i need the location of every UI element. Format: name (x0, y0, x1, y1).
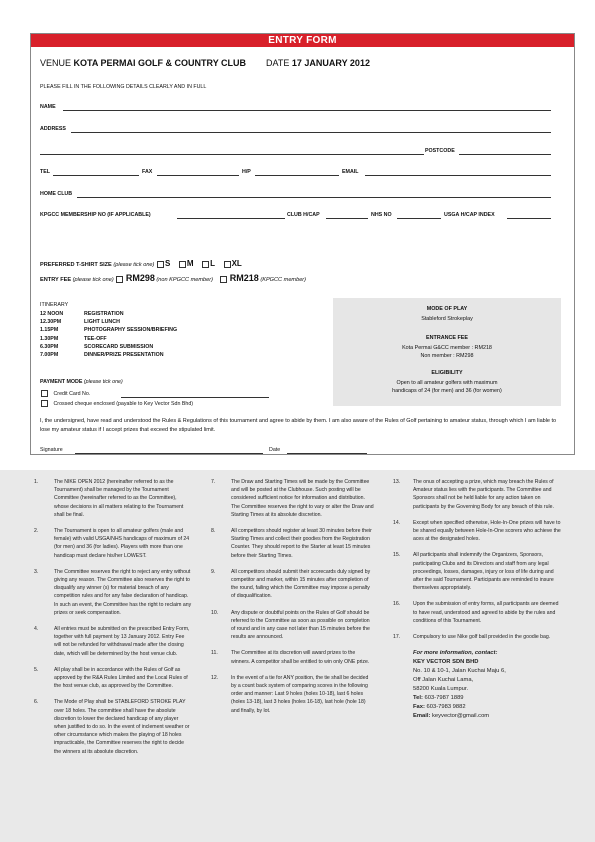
rule-item (393, 551, 561, 592)
itinerary-time: 7.00PM (40, 351, 59, 358)
contact-fax-value: 603-7983 9882 (426, 704, 466, 711)
rule-text: The NIKE OPEN 2012 (hereinafter referred to as the Tournament) shall be managed by the Tournament Committee (hereinafter referred to as the Committee), whose decisions in all matters relating to the Tournament shall be final. (54, 479, 184, 518)
tshirt-size-row (40, 259, 248, 268)
name-label: NAME (40, 104, 56, 110)
credit-card-checkbox[interactable] (41, 390, 48, 397)
itinerary-row (40, 318, 177, 326)
rule-number: 11. (211, 650, 218, 657)
payment-mode-label: PAYMENT MODE (40, 379, 83, 385)
itinerary-event: LIGHT LUNCH (84, 319, 120, 326)
rule-text: The Tournament is open to all amateur golfers (male and female) with valid USGA/NHS handicaps of maximum of 24 (for men) and 36 (for ladies). Players with more than one handicap must declare his/her LOWEST. (54, 528, 190, 559)
postcode-field[interactable] (459, 154, 551, 155)
itinerary-event: PHOTOGRAPHY SESSION/BRIEFING (84, 327, 178, 334)
entry-fee-label: ENTRY FEE (40, 277, 72, 283)
rule-number: 13. (393, 479, 401, 485)
rule-item (211, 674, 374, 715)
rules-column-1 (34, 478, 192, 764)
fee-nonmember-note: (non KPGCC member) (156, 277, 213, 283)
entry-fee-row (40, 273, 306, 283)
entry-fee-hint: (please tick one) (72, 277, 114, 283)
fee-member-amount: RM218 (229, 273, 259, 283)
rule-number: 2. (34, 528, 39, 535)
rule-text: The Committee reserves the right to reject any entry without giving any reason. The Committee also reserves the right to disqualify any winner (s) for material breach of any competition rules and for any false declaration of handicap. In such an event, the Committee has the right to reclaim any prizes or seek compensation. (54, 568, 192, 616)
payment-mode-title (40, 379, 123, 385)
itinerary-row (40, 343, 177, 351)
itinerary-event: DINNER/PRIZE PRESENTATION (84, 351, 164, 358)
tshirt-xl-checkbox[interactable] (224, 261, 231, 268)
declaration-text: I, the undersigned, have read and understood the Rules & Regulations of this tournament and agree to abide by them. I am also aware of the Rules of Golf pertaining to amateur status, through which I am liable to lose my amateur status if I accept prizes that exceed the stipulated limit. (40, 418, 557, 433)
itinerary-row (40, 326, 177, 334)
rule-item (211, 527, 374, 560)
rule-text: All entries must be submitted on the prescribed Entry Form, together with full payment by 13 January 2012. Entry Fee will not be refunded for withdrawal made after the closing date, which will be determined by the host venue club. (54, 626, 190, 657)
tshirt-s-label: S (164, 259, 171, 268)
rule-number: 6. (34, 699, 39, 706)
fax-label: FAX (142, 169, 153, 175)
rule-item (34, 698, 192, 755)
club-hcap-field[interactable] (326, 218, 368, 219)
cheque-checkbox[interactable] (41, 400, 48, 407)
rule-text: In the event of a tie for ANY position, the tie shall be decided by a count back system of comparing scores in the following order and manner: Last 9 holes (holes 10-18), last 6 holes (holes 13-18), last 3 holes (holes 16-18), last hole (hole 18) and finally, by lot. (231, 674, 369, 714)
payment-cheque-row (40, 400, 193, 407)
rules-column-2 (211, 478, 374, 723)
venue-line (40, 58, 370, 68)
eligibility-line-2: handicaps of 24 (for men) and 36 (for women) (392, 388, 502, 394)
usga-label: USGA H/CAP INDEX (444, 212, 495, 218)
membership-field[interactable] (177, 218, 285, 219)
rule-number: 4. (34, 626, 39, 633)
rule-text: All play shall be in accordance with the Rules of Golf as approved by the R&A Rules Limited and the Local Rules of the host venue club, as approved by the Committee. (54, 666, 188, 690)
rules-section (0, 470, 595, 842)
itinerary-event: REGISTRATION (84, 311, 124, 317)
rule-item (34, 478, 192, 519)
itinerary-time: 1.15PM (40, 327, 59, 334)
signature-label: Signature (40, 447, 63, 453)
venue-value: KOTA PERMAI GOLF & COUNTRY CLUB (73, 58, 247, 68)
rule-item (211, 649, 374, 665)
rule-text: The Draw and Starting Times will be made by the Committee and will be posted at the Clubhouse. Such posting will be considered sufficient notice for information and distribution. The Committee reserves the right to vary or alter the Draw and Starting Times at its absolute discretion. (231, 479, 374, 518)
address-label: ADDRESS (40, 126, 66, 132)
contact-email-value[interactable]: keyvector@gmail.com (432, 713, 490, 720)
itinerary-time: 1.30PM (40, 335, 59, 342)
contact-fax-label: Fax: (413, 704, 425, 711)
entry-form (30, 33, 575, 455)
tshirt-l-label: L (210, 259, 215, 268)
itinerary-row (40, 335, 177, 343)
rule-item (34, 527, 192, 560)
contact-address-2: Off Jalan Kuchai Lama, (413, 677, 474, 684)
instructions: PLEASE FILL IN THE FOLLOWING DETAILS CLEARLY AND IN FULL (40, 84, 207, 90)
credit-card-label: Credit Card No. (53, 390, 91, 397)
rule-item (393, 478, 561, 511)
payment-mode-hint: (please tick one) (83, 379, 123, 385)
venue-label: VENUE (40, 58, 72, 68)
nhs-no-field[interactable] (397, 218, 441, 219)
name-field[interactable] (63, 110, 551, 111)
usga-field[interactable] (507, 218, 551, 219)
email-field[interactable] (365, 175, 551, 176)
payment-credit-card-row (40, 390, 90, 397)
rule-number: 10. (211, 609, 219, 616)
rule-text: The onus of accepting a prize, which may breach the Rules of Amateur status lies with the participants. The Committee and Sponsors shall not be held liable for any action taken on participants by the Governing Body for any breach of this rule. (413, 479, 554, 510)
rule-item (211, 609, 374, 642)
home-club-field[interactable] (77, 197, 551, 198)
rule-number: 16. (393, 601, 401, 608)
form-title: ENTRY FORM (31, 34, 574, 47)
rule-item (34, 625, 192, 658)
fee-nonmember-checkbox[interactable] (116, 276, 123, 283)
hp-label: H/P (242, 169, 251, 175)
date-value: 17 JANUARY 2012 (291, 58, 370, 68)
itinerary-time: 12.30PM (40, 319, 62, 326)
club-hcap-label: CLUB H/CAP (287, 212, 320, 218)
rule-number: 15. (393, 552, 401, 559)
tshirt-l-checkbox[interactable] (202, 261, 209, 268)
postcode-label: POSTCODE (425, 148, 455, 154)
rule-number: 9. (211, 568, 216, 575)
rule-text: All competitors should submit their scorecards duly signed by competitor and marker, within 15 minutes after completion of the round, failing which the Committee may impose a penalty of disqualification. (231, 568, 371, 600)
cheque-label: Crossed cheque enclosed (payable to Key Vector Sdn Bhd) (53, 400, 194, 407)
address-field-1[interactable] (71, 132, 551, 133)
contact-fax (413, 703, 561, 712)
credit-card-field[interactable] (121, 397, 269, 398)
contact-heading: For more information, contact: (413, 650, 498, 657)
rule-number: 14. (393, 519, 401, 526)
rule-item (34, 666, 192, 691)
contact-tel-value: 603-7987 1889 (424, 695, 464, 702)
email-label: EMAIL (342, 169, 359, 175)
rule-item (34, 568, 192, 617)
date-label: DATE (266, 58, 290, 68)
rule-number: 12. (211, 674, 219, 681)
rule-item (393, 633, 561, 641)
rule-text: All participants shall indemnify the Organizers, Sponsors, participating Clubs and its Directors and staff from any legal proceedings, losses, damages, injury or loss of life during and after the said Tournament. Participants are reminded to insure themselves appropriately. (413, 552, 554, 592)
itinerary-list (40, 310, 177, 359)
rule-number: 17. (393, 634, 401, 641)
contact-tel (413, 694, 561, 703)
rule-text: Compulsory to use Nike golf ball provided in the goodie bag. (413, 634, 551, 641)
contact-address-3: 58200 Kuala Lumpur. (413, 686, 469, 693)
itinerary-event: SCORECARD SUBMISSION (84, 343, 154, 350)
mode-of-play-value: Stableford Strokeplay (421, 316, 473, 322)
tshirt-s-checkbox[interactable] (157, 261, 164, 268)
rule-number: 3. (34, 568, 39, 575)
nhs-no-label: NHS NO (371, 212, 392, 218)
contact-email-label: Email: (413, 713, 431, 720)
contact-address-1: No. 10 & 10-1, Jalan Kuchai Maju 6, (413, 668, 506, 675)
rule-text: All competitors should register at least 30 minutes before their Starting Times and collect their goodies from the Registration Counter. They should report to the Starter at least 15 minutes before their Starting Times. (231, 528, 372, 559)
info-panel (333, 298, 561, 406)
fax-field[interactable] (157, 175, 239, 176)
entrance-fee-nonmember: Non member : RM298 (420, 353, 474, 359)
address-field-2[interactable] (40, 154, 424, 155)
membership-label: KPGCC MEMBERSHIP NO (IF APPLICABLE) (40, 212, 151, 218)
rule-text: Except when specified otherwise, Hole-In-One prizes will have to be shared equally between Hole-In-One scorers who achieve the aces at the designated holes. (413, 519, 561, 543)
rule-text: The Committee at its discretion will award prizes to the winners. A competitor shall be entitled to win only ONE prize. (231, 650, 370, 665)
itinerary-event: TEE-OFF (84, 335, 107, 342)
tshirt-hint: (please tick one) (113, 262, 155, 268)
tshirt-m-checkbox[interactable] (179, 261, 186, 268)
contact-email (413, 712, 561, 721)
contact-block (393, 649, 561, 721)
fee-nonmember-amount: RM298 (125, 273, 155, 283)
entrance-fee-title: ENTRANCE FEE (426, 335, 468, 341)
entrance-fee-member: Kota Permai G&CC member : RM218 (402, 345, 492, 351)
rules-column-3 (393, 478, 561, 721)
eligibility-title: ELIGIBILITY (431, 370, 463, 376)
contact-company: KEY VECTOR SDN BHD (413, 659, 479, 666)
tshirt-xl-label: XL (231, 259, 242, 268)
tshirt-label: PREFERRED T-SHIRT SIZE (40, 262, 112, 268)
rule-item (393, 600, 561, 625)
rule-text: Any dispute or doubtful points on the Rules of Golf should be referred to the Committee as soon as possible on completion of round and in any case not later than 15 minutes before the results are announced. (231, 609, 370, 641)
hp-field[interactable] (255, 175, 339, 176)
home-club-label: HOME CLUB (40, 191, 73, 197)
itinerary-time: 6.30PM (40, 343, 59, 350)
rule-number: 5. (34, 666, 39, 673)
itinerary-title: ITINERARY (40, 302, 69, 308)
rule-text: Upon the submission of entry forms, all participants are deemed to have read, understood and agreed to abide by the rules and conditions of this Tournament. (413, 601, 559, 624)
contact-tel-label: Tel: (413, 695, 423, 702)
rule-item (211, 568, 374, 601)
mode-of-play-title: MODE OF PLAY (426, 306, 468, 312)
eligibility-line-1: Open to all amateur golfers with maximum (396, 380, 498, 386)
rule-number: 8. (211, 528, 216, 535)
itinerary-time: 12 NOON (40, 311, 64, 317)
tshirt-m-label: M (186, 259, 194, 268)
rule-number: 1. (34, 479, 39, 485)
fee-member-note: (KPGCC member) (260, 277, 307, 283)
sig-date-label: Date (269, 447, 281, 453)
rule-number: 7. (211, 479, 216, 485)
tel-label: TEL (40, 169, 51, 175)
itinerary-row (40, 310, 177, 318)
fee-member-checkbox[interactable] (220, 276, 227, 283)
rule-item (211, 478, 374, 519)
itinerary-row (40, 351, 177, 359)
sig-date-field[interactable] (287, 453, 367, 454)
signature-field[interactable] (75, 453, 263, 454)
rule-text: The Mode of Play shall be STABLEFORD STROKE PLAY over 18 holes. The committee shall have the absolute discretion to lower the declared handicap of any player when justified to do so. In the event of inclement weather or other circumstance which makes the playing of 18 holes impracticable, the Committee reserves the right to decide the winners at its absolute discretion. (54, 699, 190, 755)
tel-field[interactable] (53, 175, 139, 176)
rule-item (393, 519, 561, 544)
